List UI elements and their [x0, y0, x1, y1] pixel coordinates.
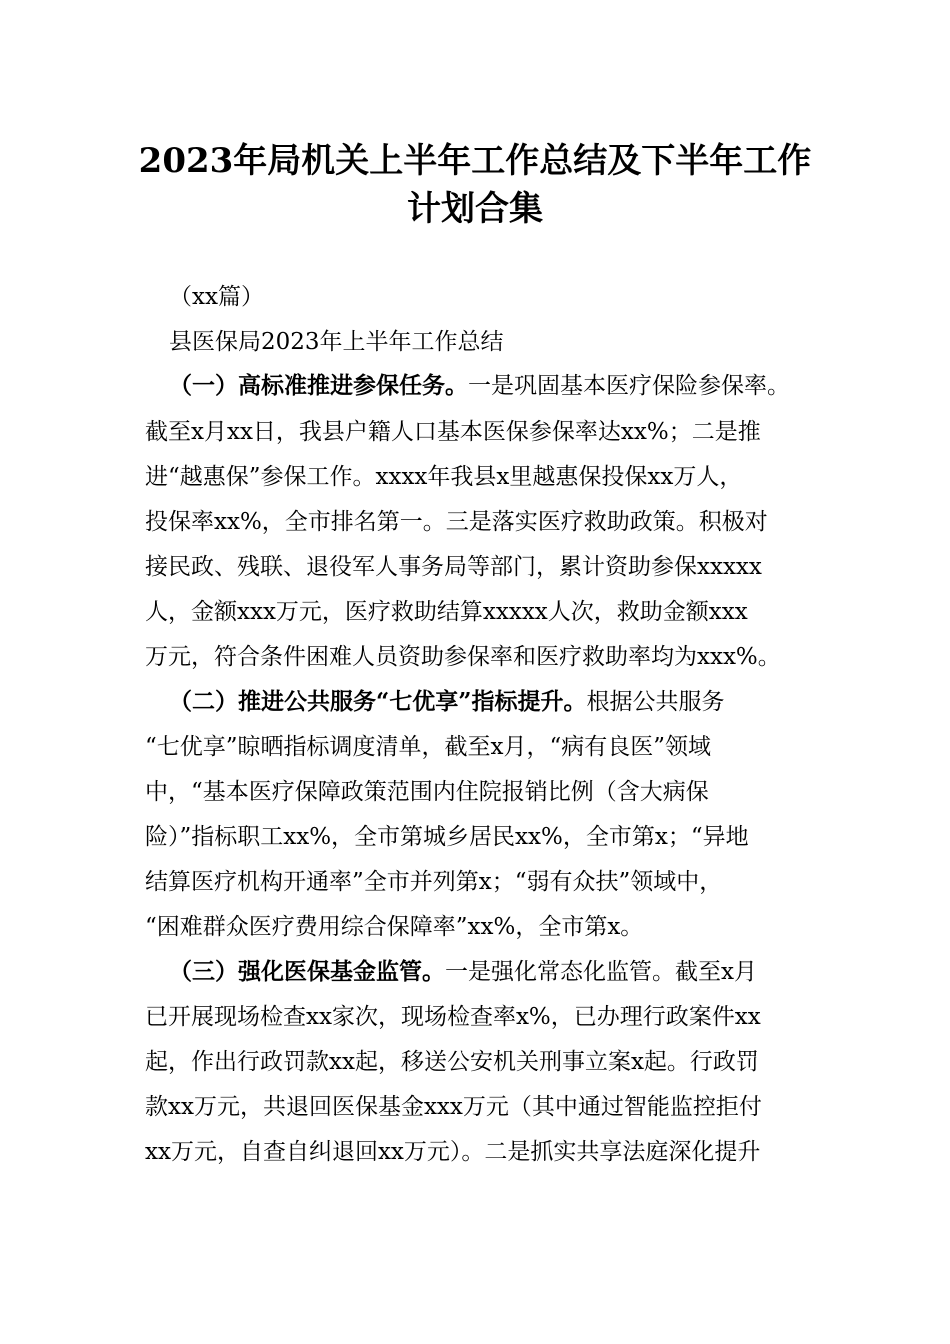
paragraph-3-line-5: xx万元，自查自纠退回xx万元）。二是抓实共享法庭深化提升 [145, 1139, 761, 1165]
paragraph-2-line-6: “困难群众医疗费用综合保障率”xx%，全市第x。 [145, 914, 644, 940]
paragraph-1-line-7: 万元，符合条件困难人员资助参保率和医疗救助率均为xxx%。 [145, 644, 781, 670]
section-label: （xx篇） [169, 284, 264, 310]
paragraph-3-text: 一是强化常态化监管。截至x月 [445, 959, 757, 985]
document-title-line-2: 计划合集 [407, 189, 543, 229]
document-title-line-1: 2023年局机关上半年工作总结及下半年工作 [138, 141, 812, 181]
paragraph-1-line-3: 进“越惠保”参保工作。xxxx年我县x里越惠保投保xx万人， [145, 464, 743, 490]
paragraph-1-line-6: 人，金额xxx万元，医疗救助结算xxxxx人次，救助金额xxx [145, 599, 748, 625]
paragraph-1-text: 一是巩固基本医疗保险参保率。 [468, 373, 790, 399]
paragraph-1-heading: （一）高标准推进参保任务。 [169, 372, 468, 399]
paragraph-2-line-2: “七优享”晾晒指标调度清单，截至x月，“病有良医”领域 [145, 734, 712, 760]
paragraph-3-line-3: 起，作出行政罚款xx起，移送公安机关刑事立案x起。行政罚 [145, 1049, 759, 1075]
paragraph-1-line-4: 投保率xx%，全市排名第一。三是落实医疗救助政策。积极对 [145, 509, 768, 535]
document-subtitle: 县医保局2023年上半年工作总结 [169, 329, 504, 355]
paragraph-3-line-1 [169, 957, 849, 987]
paragraph-3-line-4: 款xx万元，共退回医保基金xxx万元（其中通过智能监控拒付 [145, 1094, 762, 1120]
paragraph-2-line-5: 结算医疗机构开通率”全市并列第x；“弱有众扶”领域中， [145, 869, 723, 895]
paragraph-3-line-2: 已开展现场检查xx家次，现场检查率x%，已办理行政案件xx [145, 1004, 761, 1030]
paragraph-2-line-3: 中，“基本医疗保障政策范围内住院报销比例（含大病保 [145, 779, 709, 805]
paragraph-2-text: 根据公共服务 [586, 689, 725, 715]
paragraph-2-line-4: 险）”指标职工xx%，全市第城乡居民xx%，全市第x；“异地 [145, 824, 749, 850]
paragraph-3-heading: （三）强化医保基金监管。 [169, 958, 445, 985]
paragraph-1-line-5: 接民政、残联、退役军人事务局等部门，累计资助参保xxxxx [145, 554, 762, 580]
paragraph-2-heading: （二）推进公共服务“七优享”指标提升。 [169, 688, 587, 715]
paragraph-2-line-1 [169, 687, 849, 717]
paragraph-1-line-2: 截至x月xx日，我县户籍人口基本医保参保率达xx%；二是推 [145, 419, 761, 445]
paragraph-1-line-1 [169, 371, 849, 401]
